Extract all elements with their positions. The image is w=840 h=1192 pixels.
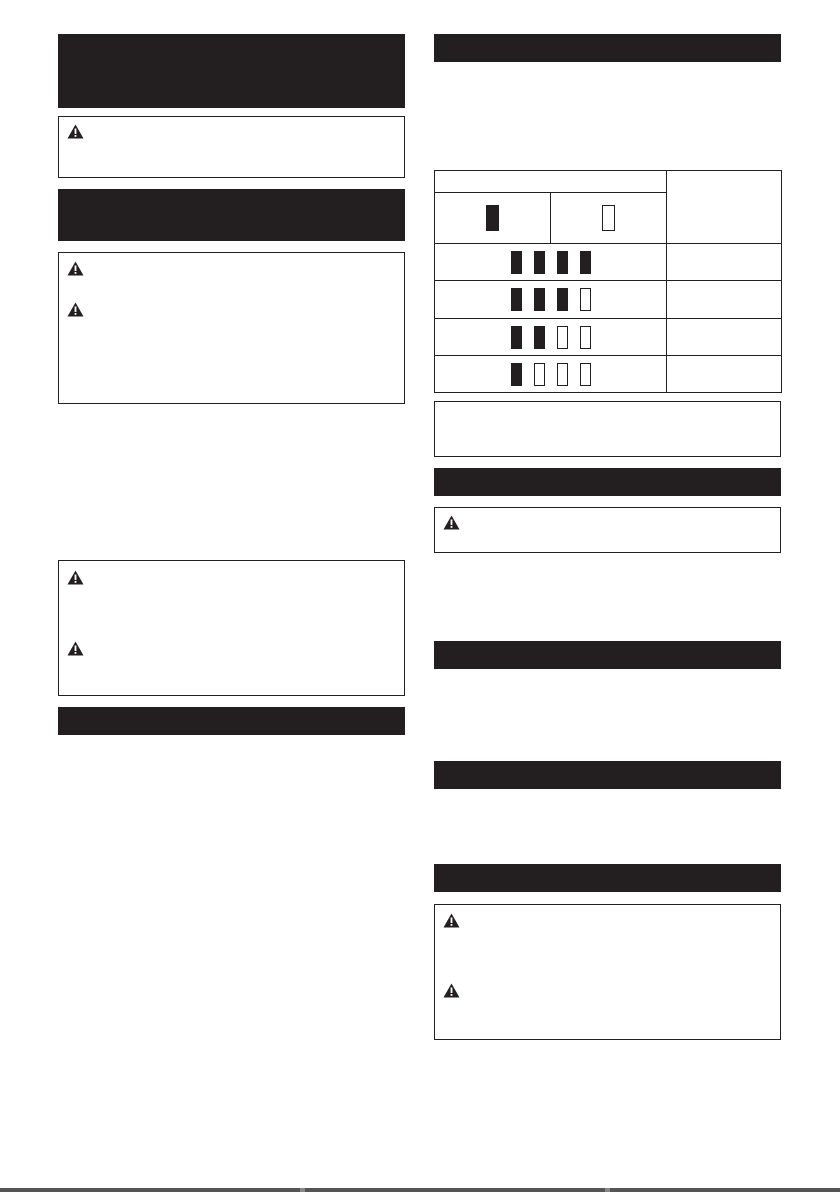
lamp-segment: [511, 363, 522, 386]
capacity-cell: [667, 281, 782, 319]
section-heading-bar-1: [58, 34, 405, 108]
section-heading-bar-7: [434, 761, 781, 789]
lamp-segment: [557, 326, 568, 349]
section-heading-bar-5: [434, 468, 781, 496]
warning-triangle-icon: [67, 570, 84, 585]
section-heading-bar-6: [434, 641, 781, 669]
lamp-segment: [557, 288, 568, 311]
lamp-segment: [511, 326, 522, 349]
note-box: [434, 401, 781, 457]
lamp-segment: [534, 326, 545, 349]
capacity-cell: [667, 319, 782, 356]
warning-triangle-icon: [443, 515, 460, 530]
warning-triangle-icon: [443, 983, 460, 998]
lamp-segment: [580, 251, 591, 274]
warning-triangle-icon: [443, 913, 460, 928]
warning-triangle-icon: [67, 641, 84, 656]
lit-segment-icon: [486, 205, 499, 231]
remaining-capacity-header-cell: [667, 171, 782, 244]
lamp-segment: [557, 363, 568, 386]
warning-box-4: [434, 507, 781, 553]
warning-box-2: [58, 252, 405, 404]
lamp-segment: [580, 326, 591, 349]
indicator-row-2: [435, 319, 667, 356]
warning-triangle-icon: [67, 302, 84, 317]
warning-triangle-icon: [67, 261, 84, 276]
section-heading-bar-8: [434, 864, 781, 892]
lamp-segment: [580, 288, 591, 311]
warning-triangle-icon: [67, 124, 84, 139]
section-heading-bar-2: [58, 189, 405, 241]
off-state-cell: [551, 193, 667, 244]
lamp-segment: [511, 251, 522, 274]
battery-indicator-table: [434, 170, 782, 393]
page-bottom-rule: [0, 1188, 840, 1192]
lamp-segment: [534, 288, 545, 311]
off-segment-icon: [602, 205, 615, 231]
warning-box-5: [434, 904, 781, 1040]
indicator-row-1: [435, 356, 667, 393]
warning-box-1: [58, 116, 405, 178]
indicator-header-cell: [435, 171, 667, 193]
lamp-segment: [580, 363, 591, 386]
indicator-row-3: [435, 281, 667, 319]
lamp-segment: [511, 288, 522, 311]
indicator-row-4: [435, 244, 667, 281]
section-heading-bar-3: [58, 707, 405, 735]
lamp-segment: [534, 363, 545, 386]
capacity-cell: [667, 244, 782, 281]
capacity-cell: [667, 356, 782, 393]
lamp-segment: [557, 251, 568, 274]
warning-box-3: [58, 560, 405, 696]
lamp-segment: [534, 251, 545, 274]
lit-state-cell: [435, 193, 551, 244]
section-heading-bar-4: [434, 34, 781, 62]
